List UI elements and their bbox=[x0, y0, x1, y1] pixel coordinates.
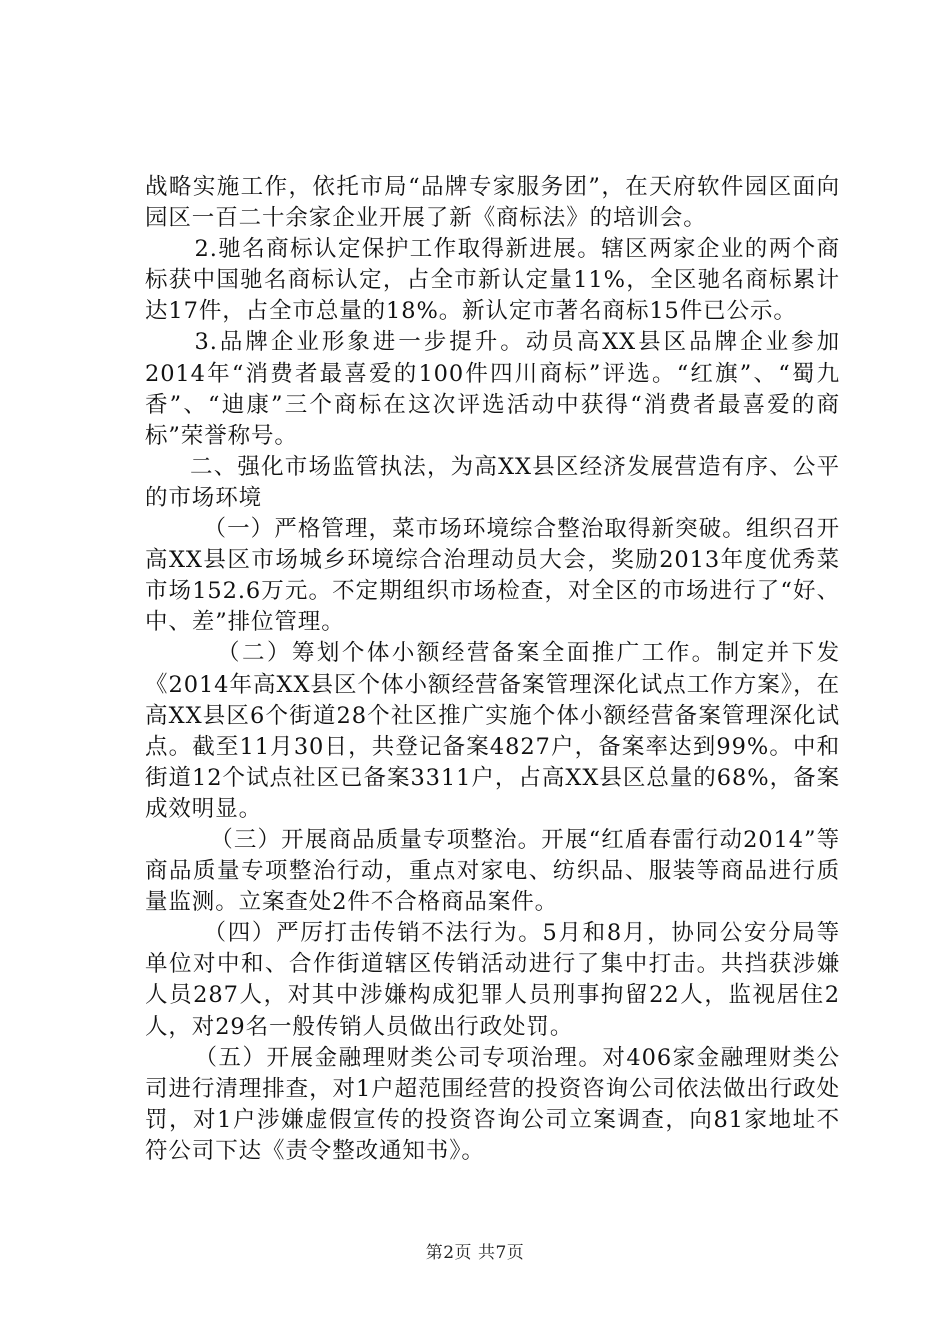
section-heading-market-supervision: 二、强化市场监管执法，为高XX县区经济发展营造有序、公平的市场环境 bbox=[145, 453, 840, 511]
paragraph-small-business-filing: （二）筹划个体小额经营备案全面推广工作。制定并下发《2014年高XX县区个体小额经营备案管理深化试点工作方案》，在高XX县区6个街道28个社区推广实施个体小额经营备案管理深化试点。截至11月30日，共登记备案4827户，备案率达到99%。中和街道12个试点社区已备案3311户，占高XX县区总量的68%，备案成效明显。 bbox=[145, 640, 840, 822]
paragraph-financial-companies: （五）开展金融理财类公司专项治理。对406家金融理财类公司进行清理排查，对1户超范围经营的投资咨询公司依法做出行政处罚，对1户涉嫌虚假宣传的投资咨询公司立案调查，向81家地址不符公司下达《责令整改通知书》。 bbox=[145, 1044, 840, 1164]
page-number-footer: 第2页 共7页 bbox=[425, 1243, 525, 1263]
paragraph-vegetable-market: （一）严格管理，菜市场环境综合整治取得新突破。组织召开高XX县区市场城乡环境综合治理动员大会，奖励2013年度优秀菜市场152.6万元。不定期组织市场检查，对全区的市场进行了“好、中、差”排位管理。 bbox=[145, 516, 840, 636]
paragraph-brand-image: 3.品牌企业形象进一步提升。动员高XX县区品牌企业参加2014年“消费者最喜爱的100件四川商标”评选。“红旗”、“蜀九香”、“迪康”三个商标在这次评选活动中获得“消费者最喜爱的商标”荣誉称号。 bbox=[145, 329, 840, 449]
paragraph-brand-strategy: 战略实施工作，依托市局“品牌专家服务团”，在天府软件园区面向园区一百二十余家企业开展了新《商标法》的培训会。 bbox=[145, 174, 840, 232]
document-body bbox=[145, 172, 840, 1167]
paragraph-pyramid-selling: （四）严厉打击传销不法行为。5月和8月，协同公安分局等单位对中和、合作街道辖区传销活动进行了集中打击。共挡获涉嫌人员287人，对其中涉嫌构成犯罪人员刑事拘留22人，监视居住2人，对29名一般传销人员做出行政处罚。 bbox=[145, 920, 840, 1040]
paragraph-product-quality: （三）开展商品质量专项整治。开展“红盾春雷行动2014”等商品质量专项整治行动，重点对家电、纺织品、服装等商品进行质量监测。立案查处2件不合格商品案件。 bbox=[145, 826, 840, 916]
paragraph-famous-trademark: 2.驰名商标认定保护工作取得新进展。辖区两家企业的两个商标获中国驰名商标认定，占全市新认定量11%，全区驰名商标累计达17件，占全市总量的18%。新认定市著名商标15件已公示。 bbox=[145, 236, 840, 325]
